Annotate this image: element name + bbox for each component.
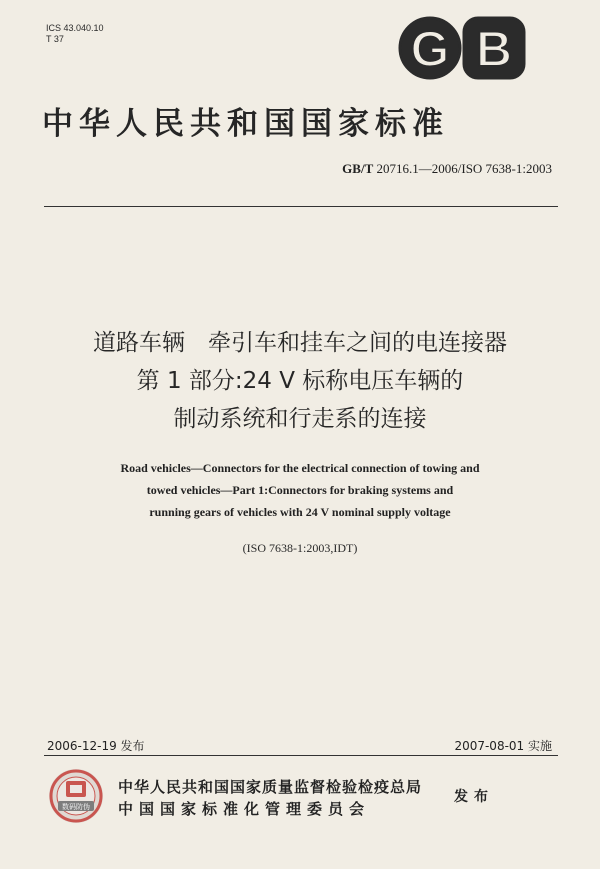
seal-label: 数码防伪 [62, 803, 90, 811]
publish-label: 发布 [454, 789, 494, 805]
top-divider [44, 206, 558, 207]
svg-text:B: B [475, 21, 513, 77]
anti-counterfeit-seal-icon [48, 768, 104, 824]
ics-code: ICS 43.040.10 [46, 23, 104, 33]
english-title-line-3: running gears of vehicles with 24 V nominal supply voltage [149, 505, 451, 519]
iso-equivalence: (ISO 7638-1:2003,IDT) [242, 541, 358, 555]
svg-text:G: G [410, 21, 450, 77]
gb-logo-icon [398, 14, 526, 82]
english-title-line-1: Road vehicles—Connectors for the electrical connection of towing and [120, 461, 480, 475]
chinese-title-line-1: 道路车辆 牵引车和挂车之间的电连接器 [93, 330, 507, 356]
bottom-divider [44, 755, 558, 756]
issuer-line-2: 中国国家标准化管理委员会 [118, 800, 371, 818]
classification-codes [46, 23, 104, 45]
chinese-title-line-3: 制动系统和行走系的连接 [173, 406, 427, 432]
standard-number-rest: 20716.1—2006/ISO 7638-1:2003 [373, 161, 552, 176]
effective-date: 2007-08-01 实施 [454, 739, 552, 753]
issuer-line-1: 中华人民共和国国家质量监督检验检疫总局 [118, 778, 423, 796]
national-standard-title: 中华人民共和国国家标准 [42, 106, 449, 142]
english-title-line-2: towed vehicles—Part 1:Connectors for braking systems and [146, 483, 454, 497]
standard-prefix: GB/T [342, 161, 374, 176]
chinese-title-line-2: 第 1 部分:24 V 标称电压车辆的 [136, 368, 464, 394]
standard-number [342, 161, 552, 177]
category-code: T 37 [46, 34, 64, 44]
issue-date: 2006-12-19 发布 [47, 739, 145, 753]
